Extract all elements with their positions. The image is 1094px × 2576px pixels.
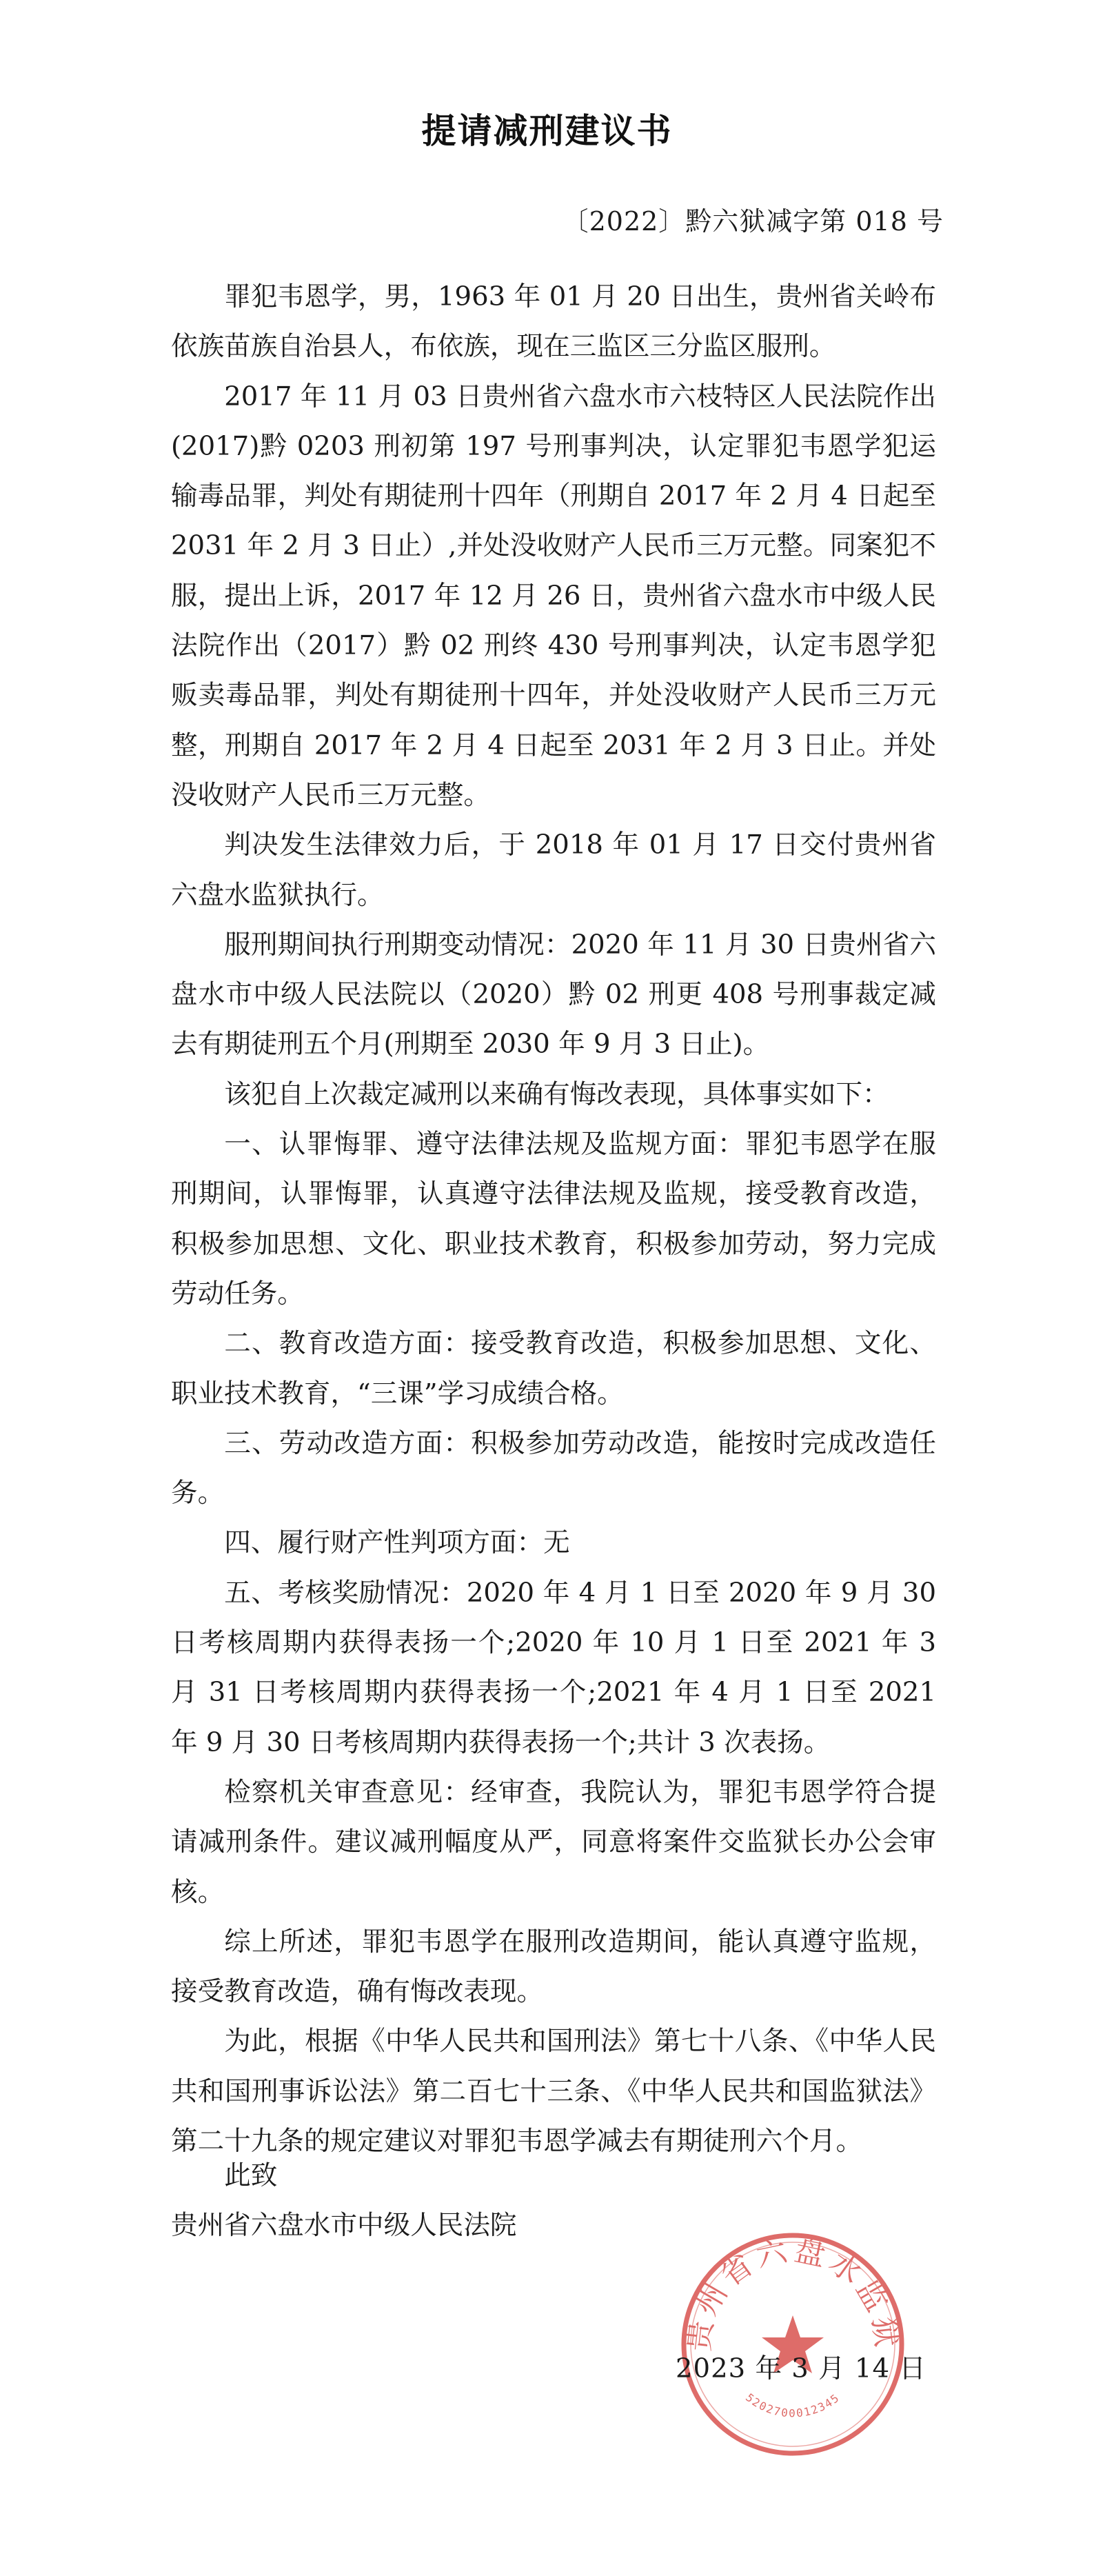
document-title: 提请减刑建议书 xyxy=(421,111,673,151)
paragraph-sentence-changes: 服刑期间执行刑期变动情况：2020 年 11 月 30 日贵州省六盘水市中级人民法院以（2020）黔 02 刑更 408 号刑事裁定减去有期徒刑五个月(刑期至 2030 年 9 月 3 日止)。 xyxy=(171,929,936,1060)
paragraph-summary: 综上所述，罪犯韦恩学在服刑改造期间，能认真遵守监规，接受教育改造，确有悔改表现。 xyxy=(171,1926,936,2008)
closing-greeting: 此致 xyxy=(224,2160,278,2191)
document-date: 2023 年 3 月 14 日 xyxy=(676,2353,926,2384)
paragraph-fact-property: 四、履行财产性判项方面：无 xyxy=(224,1527,570,1559)
paragraph-fact-rewards: 五、考核奖励情况：2020 年 4 月 1 日至 2020 年 9 月 30 日考核周期内获得表扬一个;2020 年 10 月 1 日至 2021 年 3 月 31 日考核周期内获得表扬一个;2021 年 4 月 1 日至 2021 年 9 月 30 日考核周期内获得表扬一个;共计 3 次表扬。 xyxy=(171,1577,936,1758)
paragraph-facts-intro: 该犯自上次裁定减刑以来确有悔改表现，具体事实如下： xyxy=(224,1078,889,1110)
document-number: 〔2022〕黔六狱减字第 018 号 xyxy=(562,206,944,237)
paragraph-fact-labor: 三、劳动改造方面：积极参加劳动改造，能按时完成改造任务。 xyxy=(171,1427,936,1509)
paragraph-original-judgment: 2017 年 11 月 03 日贵州省六盘水市六枝特区人民法院作出(2017)黔 0203 刑初第 197 号刑事判决，认定罪犯韦恩学犯运输毒品罪，判处有期徒刑十四年（刑期自 2017 年 2 月 4 日起至 2031 年 2 月 3 日止）,并处没收财产人民币三万元整。同案犯不服，提出上诉，2017 年 12 月 26 日，贵州省六盘水市中级人民法院作出（2017）黔 02 刑终 430 号刑事判决，认定韦恩学犯贩卖毒品罪，判处有期徒刑十四年，并处没收财产人民币三万元整，刑期自 2017 年 2 月 4 日起至 2031 年 2 月 3 日止。并处没收财产人民币三万元整。 xyxy=(171,381,936,811)
paragraph-legal-basis: 为此，根据《中华人民共和国刑法》第七十八条、《中华人民共和国刑事诉讼法》第二百七十三条、《中华人民共和国监狱法》第二十九条的规定建议对罪犯韦恩学减去有期徒刑六个月。 xyxy=(171,2026,936,2157)
official-seal-stamp xyxy=(676,2227,910,2462)
document-body xyxy=(171,272,936,2166)
paragraph-fact-education: 二、教育改造方面：接受教育改造，积极参加思想、文化、职业技术教育，“三课”学习成绩合格。 xyxy=(171,1328,936,1409)
paragraph-inmate-info: 罪犯韦恩学，男，1963 年 01 月 20 日出生，贵州省关岭布依族苗族自治县人，布依族，现在三监区三分监区服刑。 xyxy=(171,281,936,363)
paragraph-execution: 判决发生法律效力后，于 2018 年 01 月 17 日交付贵州省六盘水监狱执行。 xyxy=(171,829,936,911)
paragraph-fact-remorse: 一、认罪悔罪、遵守法律法规及监规方面：罪犯韦恩学在服刑期间，认罪悔罪，认真遵守法律法规及监规，接受教育改造，积极参加思想、文化、职业技术教育，积极参加劳动，努力完成劳动任务。 xyxy=(171,1129,936,1309)
seal-text: 贵州省六盘水监狱 xyxy=(681,2233,904,2353)
recipient: 贵州省六盘水市中级人民法院 xyxy=(171,2210,517,2242)
paragraph-procuratorate-opinion: 检察机关审查意见：经审查，我院认为，罪犯韦恩学符合提请减刑条件。建议减刑幅度从严，同意将案件交监狱长办公会审核。 xyxy=(171,1776,936,1908)
seal-code: 5202700012345 xyxy=(743,2391,842,2420)
